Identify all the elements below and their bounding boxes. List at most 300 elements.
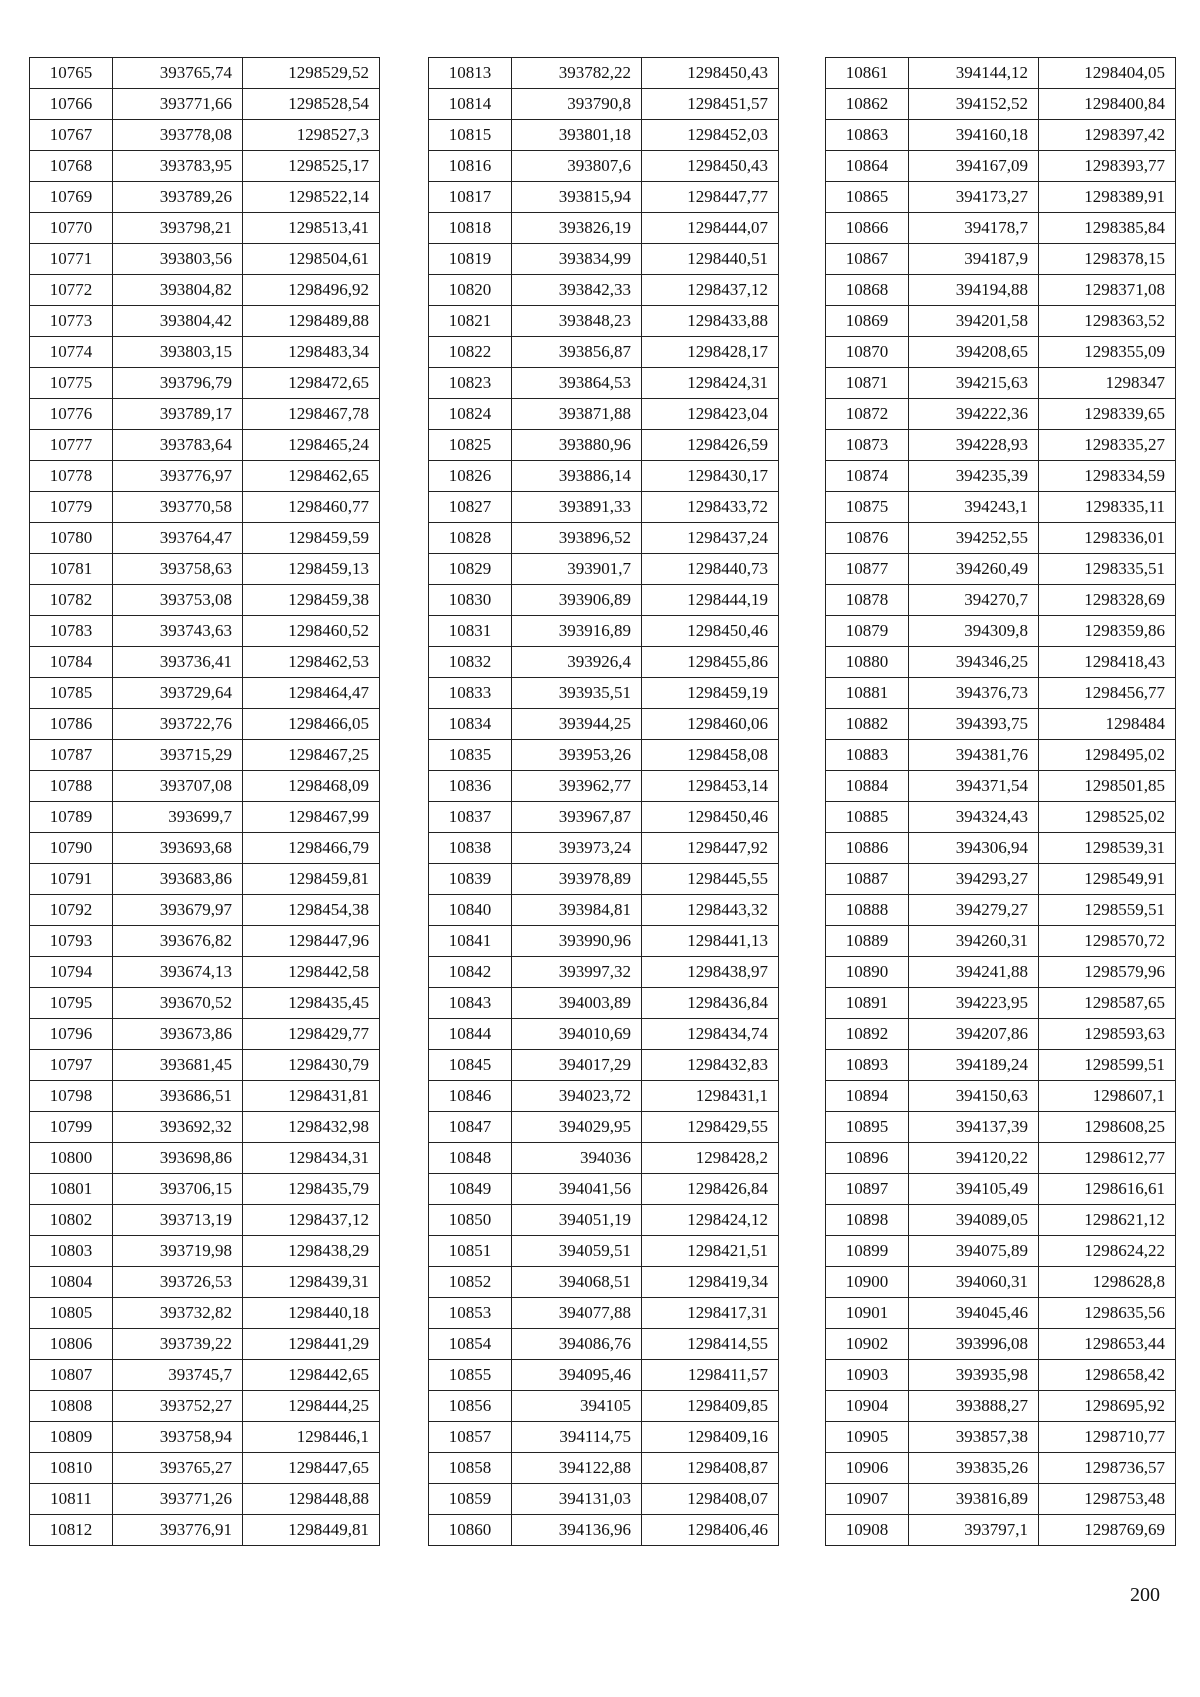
y-coordinate-cell: 1298458,08 <box>642 740 779 771</box>
y-coordinate-cell: 1298435,79 <box>243 1174 380 1205</box>
y-coordinate-cell: 1298444,25 <box>243 1391 380 1422</box>
table-row <box>429 1050 779 1081</box>
x-coordinate-cell: 393686,51 <box>113 1081 243 1112</box>
x-coordinate-cell: 393906,89 <box>512 585 642 616</box>
x-coordinate-cell: 394371,54 <box>909 771 1039 802</box>
table-row <box>826 585 1176 616</box>
y-coordinate-cell: 1298400,84 <box>1039 89 1176 120</box>
point-number-cell: 10857 <box>429 1422 512 1453</box>
table-row <box>30 399 380 430</box>
table-row <box>429 802 779 833</box>
x-coordinate-cell: 393765,27 <box>113 1453 243 1484</box>
x-coordinate-cell: 393693,68 <box>113 833 243 864</box>
x-coordinate-cell: 393967,87 <box>512 802 642 833</box>
table-row <box>826 709 1176 740</box>
table-row <box>30 1050 380 1081</box>
x-coordinate-cell: 394086,76 <box>512 1329 642 1360</box>
table-row <box>826 492 1176 523</box>
x-coordinate-cell: 393916,89 <box>512 616 642 647</box>
point-number-cell: 10805 <box>30 1298 113 1329</box>
point-number-cell: 10894 <box>826 1081 909 1112</box>
y-coordinate-cell: 1298371,08 <box>1039 275 1176 306</box>
point-number-cell: 10802 <box>30 1205 113 1236</box>
point-number-cell: 10860 <box>429 1515 512 1546</box>
table-row <box>826 120 1176 151</box>
table-row <box>429 678 779 709</box>
table-row <box>30 1019 380 1050</box>
y-coordinate-cell: 1298459,13 <box>243 554 380 585</box>
y-coordinate-cell: 1298435,45 <box>243 988 380 1019</box>
point-number-cell: 10827 <box>429 492 512 523</box>
x-coordinate-cell: 393848,23 <box>512 306 642 337</box>
y-coordinate-cell: 1298378,15 <box>1039 244 1176 275</box>
point-number-cell: 10797 <box>30 1050 113 1081</box>
table-row <box>826 1453 1176 1484</box>
x-coordinate-cell: 394045,46 <box>909 1298 1039 1329</box>
x-coordinate-cell: 394381,76 <box>909 740 1039 771</box>
x-coordinate-cell: 394207,86 <box>909 1019 1039 1050</box>
y-coordinate-cell: 1298459,38 <box>243 585 380 616</box>
point-number-cell: 10821 <box>429 306 512 337</box>
table-row <box>30 1453 380 1484</box>
point-number-cell: 10832 <box>429 647 512 678</box>
x-coordinate-cell: 394189,24 <box>909 1050 1039 1081</box>
table-row <box>826 771 1176 802</box>
x-coordinate-cell: 393798,21 <box>113 213 243 244</box>
table-row <box>30 926 380 957</box>
point-number-cell: 10854 <box>429 1329 512 1360</box>
y-coordinate-cell: 1298421,51 <box>642 1236 779 1267</box>
table-row <box>826 1174 1176 1205</box>
x-coordinate-cell: 393683,86 <box>113 864 243 895</box>
table-row <box>30 585 380 616</box>
point-number-cell: 10788 <box>30 771 113 802</box>
x-coordinate-cell: 393826,19 <box>512 213 642 244</box>
x-coordinate-cell: 393736,41 <box>113 647 243 678</box>
x-coordinate-cell: 394241,88 <box>909 957 1039 988</box>
y-coordinate-cell: 1298454,38 <box>243 895 380 926</box>
table-row <box>30 368 380 399</box>
point-number-cell: 10833 <box>429 678 512 709</box>
point-number-cell: 10872 <box>826 399 909 430</box>
table-row <box>429 864 779 895</box>
x-coordinate-cell: 394023,72 <box>512 1081 642 1112</box>
table-row <box>30 523 380 554</box>
point-number-cell: 10791 <box>30 864 113 895</box>
point-number-cell: 10895 <box>826 1112 909 1143</box>
table-row <box>30 1174 380 1205</box>
table-row <box>30 120 380 151</box>
point-number-cell: 10818 <box>429 213 512 244</box>
point-number-cell: 10874 <box>826 461 909 492</box>
x-coordinate-cell: 393778,08 <box>113 120 243 151</box>
table-row <box>30 430 380 461</box>
table-row <box>30 1112 380 1143</box>
point-number-cell: 10899 <box>826 1236 909 1267</box>
point-number-cell: 10839 <box>429 864 512 895</box>
table-row <box>826 926 1176 957</box>
point-number-cell: 10801 <box>30 1174 113 1205</box>
y-coordinate-cell: 1298468,09 <box>243 771 380 802</box>
y-coordinate-cell: 1298446,1 <box>243 1422 380 1453</box>
y-coordinate-cell: 1298495,02 <box>1039 740 1176 771</box>
y-coordinate-cell: 1298587,65 <box>1039 988 1176 1019</box>
y-coordinate-cell: 1298336,01 <box>1039 523 1176 554</box>
x-coordinate-cell: 393770,58 <box>113 492 243 523</box>
table-row <box>826 275 1176 306</box>
table-row <box>30 182 380 213</box>
x-coordinate-cell: 394144,12 <box>909 58 1039 89</box>
table-row <box>429 58 779 89</box>
table-row <box>429 554 779 585</box>
table-row <box>429 1143 779 1174</box>
point-number-cell: 10875 <box>826 492 909 523</box>
x-coordinate-cell: 394208,65 <box>909 337 1039 368</box>
page-number: 200 <box>1130 1584 1160 1606</box>
x-coordinate-cell: 394051,19 <box>512 1205 642 1236</box>
coordinate-table-1 <box>29 57 380 1546</box>
y-coordinate-cell: 1298459,59 <box>243 523 380 554</box>
point-number-cell: 10834 <box>429 709 512 740</box>
x-coordinate-cell: 393707,08 <box>113 771 243 802</box>
table-row <box>429 740 779 771</box>
y-coordinate-cell: 1298440,73 <box>642 554 779 585</box>
table-row <box>429 1205 779 1236</box>
x-coordinate-cell: 394270,7 <box>909 585 1039 616</box>
y-coordinate-cell: 1298504,61 <box>243 244 380 275</box>
x-coordinate-cell: 393815,94 <box>512 182 642 213</box>
y-coordinate-cell: 1298459,19 <box>642 678 779 709</box>
x-coordinate-cell: 393783,95 <box>113 151 243 182</box>
point-number-cell: 10812 <box>30 1515 113 1546</box>
x-coordinate-cell: 394167,09 <box>909 151 1039 182</box>
point-number-cell: 10810 <box>30 1453 113 1484</box>
table-row <box>429 244 779 275</box>
x-coordinate-cell: 393732,82 <box>113 1298 243 1329</box>
x-coordinate-cell: 393804,42 <box>113 306 243 337</box>
x-coordinate-cell: 393758,63 <box>113 554 243 585</box>
table-row <box>30 213 380 244</box>
table-row <box>30 647 380 678</box>
y-coordinate-cell: 1298447,96 <box>243 926 380 957</box>
x-coordinate-cell: 394105 <box>512 1391 642 1422</box>
x-coordinate-cell: 393880,96 <box>512 430 642 461</box>
table-row <box>429 337 779 368</box>
table-row <box>30 616 380 647</box>
point-number-cell: 10767 <box>30 120 113 151</box>
point-number-cell: 10768 <box>30 151 113 182</box>
y-coordinate-cell: 1298628,8 <box>1039 1267 1176 1298</box>
point-number-cell: 10790 <box>30 833 113 864</box>
table-row <box>826 1515 1176 1546</box>
table-row <box>429 988 779 1019</box>
y-coordinate-cell: 1298484 <box>1039 709 1176 740</box>
x-coordinate-cell: 393935,98 <box>909 1360 1039 1391</box>
y-coordinate-cell: 1298608,25 <box>1039 1112 1176 1143</box>
x-coordinate-cell: 393886,14 <box>512 461 642 492</box>
table-row <box>826 182 1176 213</box>
point-number-cell: 10784 <box>30 647 113 678</box>
table-row <box>30 1422 380 1453</box>
table-row <box>826 1360 1176 1391</box>
point-number-cell: 10820 <box>429 275 512 306</box>
point-number-cell: 10783 <box>30 616 113 647</box>
x-coordinate-cell: 393856,87 <box>512 337 642 368</box>
x-coordinate-cell: 393953,26 <box>512 740 642 771</box>
y-coordinate-cell: 1298424,12 <box>642 1205 779 1236</box>
y-coordinate-cell: 1298653,44 <box>1039 1329 1176 1360</box>
table-row <box>826 430 1176 461</box>
x-coordinate-cell: 393901,7 <box>512 554 642 585</box>
point-number-cell: 10883 <box>826 740 909 771</box>
table-row <box>30 802 380 833</box>
y-coordinate-cell: 1298489,88 <box>243 306 380 337</box>
point-number-cell: 10856 <box>429 1391 512 1422</box>
x-coordinate-cell: 394309,8 <box>909 616 1039 647</box>
x-coordinate-cell: 394029,95 <box>512 1112 642 1143</box>
table-row <box>826 1081 1176 1112</box>
x-coordinate-cell: 393776,91 <box>113 1515 243 1546</box>
y-coordinate-cell: 1298624,22 <box>1039 1236 1176 1267</box>
y-coordinate-cell: 1298433,72 <box>642 492 779 523</box>
x-coordinate-cell: 393996,08 <box>909 1329 1039 1360</box>
x-coordinate-cell: 393796,79 <box>113 368 243 399</box>
y-coordinate-cell: 1298389,91 <box>1039 182 1176 213</box>
y-coordinate-cell: 1298451,57 <box>642 89 779 120</box>
x-coordinate-cell: 394137,39 <box>909 1112 1039 1143</box>
x-coordinate-cell: 393944,25 <box>512 709 642 740</box>
y-coordinate-cell: 1298423,04 <box>642 399 779 430</box>
y-coordinate-cell: 1298447,92 <box>642 833 779 864</box>
point-number-cell: 10859 <box>429 1484 512 1515</box>
point-number-cell: 10792 <box>30 895 113 926</box>
y-coordinate-cell: 1298525,17 <box>243 151 380 182</box>
table-row <box>30 678 380 709</box>
y-coordinate-cell: 1298335,27 <box>1039 430 1176 461</box>
y-coordinate-cell: 1298769,69 <box>1039 1515 1176 1546</box>
table-row <box>429 647 779 678</box>
x-coordinate-cell: 393753,08 <box>113 585 243 616</box>
point-number-cell: 10851 <box>429 1236 512 1267</box>
table-row <box>429 1236 779 1267</box>
y-coordinate-cell: 1298710,77 <box>1039 1422 1176 1453</box>
point-number-cell: 10803 <box>30 1236 113 1267</box>
table-row <box>826 244 1176 275</box>
table-row <box>429 1391 779 1422</box>
point-number-cell: 10901 <box>826 1298 909 1329</box>
table-row <box>826 89 1176 120</box>
x-coordinate-cell: 394120,22 <box>909 1143 1039 1174</box>
table-row <box>30 1515 380 1546</box>
y-coordinate-cell: 1298736,57 <box>1039 1453 1176 1484</box>
table-row <box>826 306 1176 337</box>
point-number-cell: 10831 <box>429 616 512 647</box>
point-number-cell: 10842 <box>429 957 512 988</box>
point-number-cell: 10799 <box>30 1112 113 1143</box>
x-coordinate-cell: 393783,64 <box>113 430 243 461</box>
point-number-cell: 10838 <box>429 833 512 864</box>
table-row <box>30 151 380 182</box>
table-row <box>826 1391 1176 1422</box>
table-row <box>429 1081 779 1112</box>
table-row <box>30 1391 380 1422</box>
y-coordinate-cell: 1298408,07 <box>642 1484 779 1515</box>
table-row <box>30 1484 380 1515</box>
y-coordinate-cell: 1298430,17 <box>642 461 779 492</box>
y-coordinate-cell: 1298418,43 <box>1039 647 1176 678</box>
point-number-cell: 10765 <box>30 58 113 89</box>
point-number-cell: 10886 <box>826 833 909 864</box>
point-number-cell: 10836 <box>429 771 512 802</box>
point-number-cell: 10787 <box>30 740 113 771</box>
y-coordinate-cell: 1298438,29 <box>243 1236 380 1267</box>
y-coordinate-cell: 1298448,88 <box>243 1484 380 1515</box>
y-coordinate-cell: 1298339,65 <box>1039 399 1176 430</box>
x-coordinate-cell: 394089,05 <box>909 1205 1039 1236</box>
y-coordinate-cell: 1298464,47 <box>243 678 380 709</box>
x-coordinate-cell: 394293,27 <box>909 864 1039 895</box>
point-number-cell: 10776 <box>30 399 113 430</box>
x-coordinate-cell: 393782,22 <box>512 58 642 89</box>
table-row <box>429 275 779 306</box>
y-coordinate-cell: 1298428,17 <box>642 337 779 368</box>
point-number-cell: 10898 <box>826 1205 909 1236</box>
x-coordinate-cell: 394075,89 <box>909 1236 1039 1267</box>
point-number-cell: 10779 <box>30 492 113 523</box>
y-coordinate-cell: 1298465,24 <box>243 430 380 461</box>
x-coordinate-cell: 393801,18 <box>512 120 642 151</box>
table-row <box>429 709 779 740</box>
table-row <box>429 306 779 337</box>
x-coordinate-cell: 394003,89 <box>512 988 642 1019</box>
x-coordinate-cell: 394235,39 <box>909 461 1039 492</box>
x-coordinate-cell: 394222,36 <box>909 399 1039 430</box>
y-coordinate-cell: 1298444,19 <box>642 585 779 616</box>
point-number-cell: 10819 <box>429 244 512 275</box>
x-coordinate-cell: 393857,38 <box>909 1422 1039 1453</box>
table-row <box>30 1205 380 1236</box>
table-row <box>826 1050 1176 1081</box>
x-coordinate-cell: 393891,33 <box>512 492 642 523</box>
x-coordinate-cell: 393729,64 <box>113 678 243 709</box>
table-row <box>429 368 779 399</box>
x-coordinate-cell: 393835,26 <box>909 1453 1039 1484</box>
x-coordinate-cell: 393722,76 <box>113 709 243 740</box>
point-number-cell: 10849 <box>429 1174 512 1205</box>
table-row <box>826 740 1176 771</box>
point-number-cell: 10853 <box>429 1298 512 1329</box>
y-coordinate-cell: 1298570,72 <box>1039 926 1176 957</box>
point-number-cell: 10825 <box>429 430 512 461</box>
table-row <box>429 182 779 213</box>
table-row <box>30 244 380 275</box>
y-coordinate-cell: 1298334,59 <box>1039 461 1176 492</box>
point-number-cell: 10852 <box>429 1267 512 1298</box>
y-coordinate-cell: 1298466,05 <box>243 709 380 740</box>
x-coordinate-cell: 393715,29 <box>113 740 243 771</box>
point-number-cell: 10789 <box>30 802 113 833</box>
y-coordinate-cell: 1298355,09 <box>1039 337 1176 368</box>
x-coordinate-cell: 393834,99 <box>512 244 642 275</box>
y-coordinate-cell: 1298385,84 <box>1039 213 1176 244</box>
y-coordinate-cell: 1298496,92 <box>243 275 380 306</box>
table-row <box>429 523 779 554</box>
y-coordinate-cell: 1298467,25 <box>243 740 380 771</box>
x-coordinate-cell: 393765,74 <box>113 58 243 89</box>
x-coordinate-cell: 394122,88 <box>512 1453 642 1484</box>
point-number-cell: 10829 <box>429 554 512 585</box>
x-coordinate-cell: 394060,31 <box>909 1267 1039 1298</box>
point-number-cell: 10777 <box>30 430 113 461</box>
point-number-cell: 10890 <box>826 957 909 988</box>
point-number-cell: 10865 <box>826 182 909 213</box>
table-row <box>30 58 380 89</box>
point-number-cell: 10863 <box>826 120 909 151</box>
y-coordinate-cell: 1298529,52 <box>243 58 380 89</box>
point-number-cell: 10847 <box>429 1112 512 1143</box>
y-coordinate-cell: 1298440,51 <box>642 244 779 275</box>
y-coordinate-cell: 1298593,63 <box>1039 1019 1176 1050</box>
table-row <box>429 492 779 523</box>
table-row <box>826 802 1176 833</box>
point-number-cell: 10904 <box>826 1391 909 1422</box>
x-coordinate-cell: 393803,15 <box>113 337 243 368</box>
x-coordinate-cell: 393670,52 <box>113 988 243 1019</box>
x-coordinate-cell: 393739,22 <box>113 1329 243 1360</box>
x-coordinate-cell: 394260,31 <box>909 926 1039 957</box>
x-coordinate-cell: 393713,19 <box>113 1205 243 1236</box>
x-coordinate-cell: 393679,97 <box>113 895 243 926</box>
y-coordinate-cell: 1298462,65 <box>243 461 380 492</box>
table-row <box>30 1143 380 1174</box>
y-coordinate-cell: 1298559,51 <box>1039 895 1176 926</box>
table-row <box>826 864 1176 895</box>
y-coordinate-cell: 1298467,99 <box>243 802 380 833</box>
table-row <box>30 1298 380 1329</box>
x-coordinate-cell: 393745,7 <box>113 1360 243 1391</box>
y-coordinate-cell: 1298616,61 <box>1039 1174 1176 1205</box>
table-row <box>429 213 779 244</box>
point-number-cell: 10867 <box>826 244 909 275</box>
y-coordinate-cell: 1298443,32 <box>642 895 779 926</box>
table-row <box>30 275 380 306</box>
table-row <box>30 709 380 740</box>
y-coordinate-cell: 1298459,81 <box>243 864 380 895</box>
x-coordinate-cell: 394223,95 <box>909 988 1039 1019</box>
table-row <box>429 1298 779 1329</box>
x-coordinate-cell: 394173,27 <box>909 182 1039 213</box>
y-coordinate-cell: 1298432,83 <box>642 1050 779 1081</box>
table-row <box>826 678 1176 709</box>
point-number-cell: 10870 <box>826 337 909 368</box>
coordinate-table-3 <box>825 57 1176 1546</box>
point-number-cell: 10781 <box>30 554 113 585</box>
point-number-cell: 10826 <box>429 461 512 492</box>
x-coordinate-cell: 393673,86 <box>113 1019 243 1050</box>
x-coordinate-cell: 393804,82 <box>113 275 243 306</box>
table-row <box>429 1019 779 1050</box>
coordinate-table-2 <box>428 57 779 1546</box>
x-coordinate-cell: 394376,73 <box>909 678 1039 709</box>
y-coordinate-cell: 1298450,46 <box>642 802 779 833</box>
table-row <box>429 1112 779 1143</box>
x-coordinate-cell: 394194,88 <box>909 275 1039 306</box>
y-coordinate-cell: 1298447,65 <box>243 1453 380 1484</box>
point-number-cell: 10828 <box>429 523 512 554</box>
point-number-cell: 10809 <box>30 1422 113 1453</box>
y-coordinate-cell: 1298522,14 <box>243 182 380 213</box>
y-coordinate-cell: 1298328,69 <box>1039 585 1176 616</box>
